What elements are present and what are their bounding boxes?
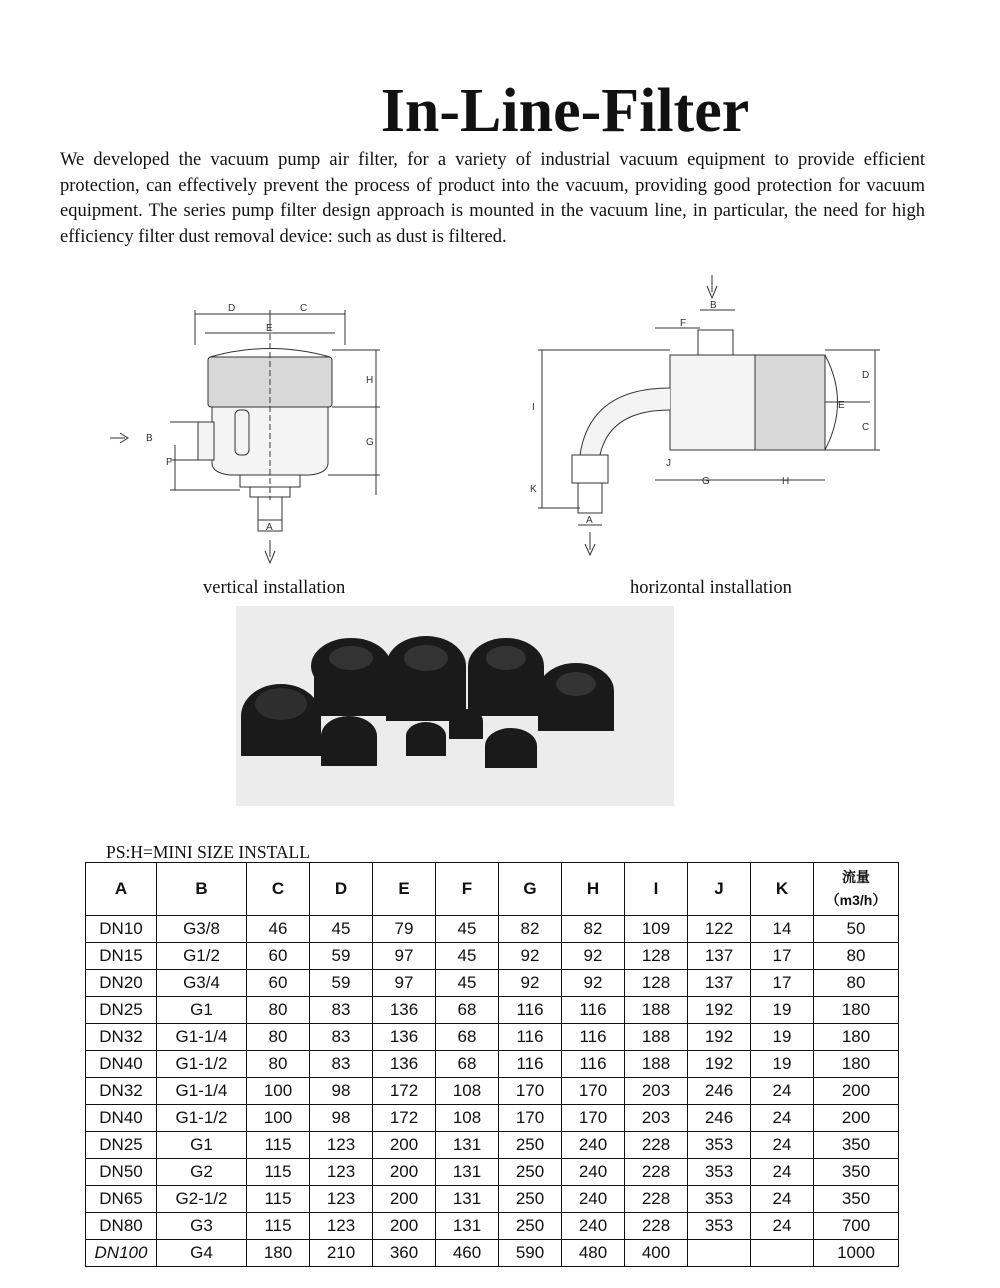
- dim-label-b: B: [146, 433, 153, 444]
- col-header-i: I: [625, 863, 688, 916]
- table-cell: 246: [688, 1105, 751, 1132]
- table-cell: 60: [247, 970, 310, 997]
- table-row: [86, 1051, 899, 1078]
- table-cell: 123: [310, 1186, 373, 1213]
- table-cell: 700: [814, 1213, 899, 1240]
- table-cell: 83: [310, 1051, 373, 1078]
- table-cell: G1-1/2: [157, 1105, 247, 1132]
- table-header-row: [86, 863, 899, 916]
- h-dim-label-j: J: [666, 458, 671, 469]
- table-cell: 108: [436, 1105, 499, 1132]
- table-cell: 203: [625, 1105, 688, 1132]
- table-cell: 68: [436, 1051, 499, 1078]
- table-cell: 68: [436, 997, 499, 1024]
- table-cell: 59: [310, 970, 373, 997]
- table-cell: DN100: [86, 1240, 157, 1267]
- table-cell: 250: [499, 1213, 562, 1240]
- table-cell: 19: [751, 1024, 814, 1051]
- table-cell: 200: [814, 1078, 899, 1105]
- col-header-g: G: [499, 863, 562, 916]
- table-cell: 68: [436, 1024, 499, 1051]
- table-cell: G1-1/2: [157, 1051, 247, 1078]
- table-cell: 250: [499, 1186, 562, 1213]
- table-cell: 92: [562, 943, 625, 970]
- table-cell: DN25: [86, 1132, 157, 1159]
- table-cell: 116: [499, 1024, 562, 1051]
- h-dim-label-d: D: [862, 370, 870, 381]
- table-cell: 353: [688, 1186, 751, 1213]
- table-cell: 24: [751, 1159, 814, 1186]
- table-row: [86, 997, 899, 1024]
- table-cell: 116: [562, 1051, 625, 1078]
- table-cell: G1/2: [157, 943, 247, 970]
- col-header-c: C: [247, 863, 310, 916]
- table-cell: G1-1/4: [157, 1078, 247, 1105]
- spec-table: [85, 862, 899, 1267]
- table-cell: 17: [751, 970, 814, 997]
- table-cell: 180: [247, 1240, 310, 1267]
- table-cell: 123: [310, 1213, 373, 1240]
- col-header-h: H: [562, 863, 625, 916]
- dim-label-g: G: [366, 437, 374, 448]
- h-dim-label-f: F: [680, 318, 687, 329]
- table-cell: 353: [688, 1213, 751, 1240]
- table-cell: 350: [814, 1132, 899, 1159]
- table-cell: 98: [310, 1078, 373, 1105]
- table-cell: 45: [436, 970, 499, 997]
- table-row: [86, 1186, 899, 1213]
- horizontal-caption: horizontal installation: [630, 578, 792, 598]
- h-dim-label-h: H: [782, 476, 790, 487]
- col-header-a: A: [86, 863, 157, 916]
- table-cell: 170: [499, 1105, 562, 1132]
- table-cell: G3/4: [157, 970, 247, 997]
- table-cell: G2: [157, 1159, 247, 1186]
- table-cell: 122: [688, 916, 751, 943]
- table-cell: 170: [499, 1078, 562, 1105]
- ps-note: PS:H=MINI SIZE INSTALL: [106, 842, 310, 862]
- vertical-installation-drawing: [100, 295, 400, 570]
- table-cell: DN80: [86, 1213, 157, 1240]
- dim-label-c: C: [300, 303, 308, 314]
- table-cell: DN40: [86, 1051, 157, 1078]
- table-row: [86, 1078, 899, 1105]
- h-dim-label-c: C: [862, 422, 870, 433]
- table-cell: G1: [157, 997, 247, 1024]
- table-cell: 80: [247, 1024, 310, 1051]
- table-cell: 250: [499, 1132, 562, 1159]
- table-cell: 350: [814, 1159, 899, 1186]
- table-cell: G4: [157, 1240, 247, 1267]
- table-cell: 97: [373, 943, 436, 970]
- table-cell: 200: [373, 1159, 436, 1186]
- table-cell: 98: [310, 1105, 373, 1132]
- table-row: [86, 1024, 899, 1051]
- table-cell: 24: [751, 1186, 814, 1213]
- table-cell: DN15: [86, 943, 157, 970]
- table-cell: DN25: [86, 997, 157, 1024]
- dim-label-h: H: [366, 375, 374, 386]
- col-header-flow: [814, 863, 899, 916]
- table-row: [86, 1213, 899, 1240]
- table-cell: 82: [562, 916, 625, 943]
- table-cell: 17: [751, 943, 814, 970]
- table-cell: 19: [751, 1051, 814, 1078]
- table-cell: 353: [688, 1159, 751, 1186]
- table-cell: DN65: [86, 1186, 157, 1213]
- table-cell: 136: [373, 1024, 436, 1051]
- table-cell: 80: [247, 997, 310, 1024]
- table-row: [86, 1159, 899, 1186]
- table-cell: 188: [625, 1051, 688, 1078]
- table-cell: 240: [562, 1132, 625, 1159]
- table-cell: 80: [814, 943, 899, 970]
- table-cell: G1: [157, 1132, 247, 1159]
- table-cell: 170: [562, 1105, 625, 1132]
- table-cell: 83: [310, 1024, 373, 1051]
- col-header-f: F: [436, 863, 499, 916]
- table-cell: 60: [247, 943, 310, 970]
- flow-header-label: 流量: [842, 869, 870, 885]
- table-cell: DN32: [86, 1024, 157, 1051]
- table-cell: 100: [247, 1105, 310, 1132]
- table-cell: [751, 1240, 814, 1267]
- table-cell: 92: [499, 943, 562, 970]
- table-cell: 100: [247, 1078, 310, 1105]
- table-cell: 210: [310, 1240, 373, 1267]
- dim-label-e: E: [266, 323, 273, 334]
- col-header-e: E: [373, 863, 436, 916]
- table-cell: 200: [373, 1213, 436, 1240]
- table-cell: 24: [751, 1132, 814, 1159]
- table-cell: 250: [499, 1159, 562, 1186]
- table-cell: 24: [751, 1078, 814, 1105]
- table-cell: 24: [751, 1213, 814, 1240]
- table-cell: 246: [688, 1078, 751, 1105]
- col-header-b: B: [157, 863, 247, 916]
- col-header-d: D: [310, 863, 373, 916]
- table-cell: 480: [562, 1240, 625, 1267]
- table-cell: 203: [625, 1078, 688, 1105]
- table-cell: 172: [373, 1105, 436, 1132]
- h-dim-label-e: E: [838, 400, 845, 411]
- intro-paragraph: We developed the vacuum pump air filter, for a variety of industrial vacuum equipment to provide efficient protection, can effectively prevent the process of product into the vacuum, providing good protection for vacuum equipment. The series pump filter design approach is mounted in the vacuum line, in particular, the need for high efficiency filter dust removal device: such as dust is filtered.: [60, 150, 925, 247]
- h-dim-label-a: A: [586, 515, 593, 526]
- table-cell: 228: [625, 1213, 688, 1240]
- table-cell: 180: [814, 1024, 899, 1051]
- table-cell: G3/8: [157, 916, 247, 943]
- table-cell: 92: [499, 970, 562, 997]
- table-cell: DN20: [86, 970, 157, 997]
- table-cell: 115: [247, 1132, 310, 1159]
- page-title: In-Line-Filter: [380, 77, 750, 145]
- table-cell: 1000: [814, 1240, 899, 1267]
- table-cell: 200: [373, 1132, 436, 1159]
- table-cell: G2-1/2: [157, 1186, 247, 1213]
- table-cell: 192: [688, 997, 751, 1024]
- table-cell: 116: [562, 1024, 625, 1051]
- table-cell: 45: [310, 916, 373, 943]
- table-cell: G3: [157, 1213, 247, 1240]
- table-cell: 123: [310, 1132, 373, 1159]
- table-cell: 188: [625, 1024, 688, 1051]
- table-cell: 108: [436, 1078, 499, 1105]
- table-cell: 131: [436, 1159, 499, 1186]
- table-cell: 115: [247, 1186, 310, 1213]
- table-cell: 19: [751, 997, 814, 1024]
- table-cell: 123: [310, 1159, 373, 1186]
- table-cell: G1-1/4: [157, 1024, 247, 1051]
- flow-header-unit: （m3/h）: [825, 892, 887, 908]
- table-cell: 92: [562, 970, 625, 997]
- table-cell: 180: [814, 997, 899, 1024]
- table-cell: 228: [625, 1186, 688, 1213]
- table-cell: 83: [310, 997, 373, 1024]
- table-cell: 59: [310, 943, 373, 970]
- table-cell: 116: [499, 997, 562, 1024]
- table-cell: 240: [562, 1186, 625, 1213]
- table-cell: 45: [436, 916, 499, 943]
- table-cell: 137: [688, 970, 751, 997]
- table-row: [86, 1132, 899, 1159]
- table-row: [86, 1105, 899, 1132]
- table-cell: 131: [436, 1186, 499, 1213]
- table-row: [86, 1240, 899, 1267]
- col-header-k: K: [751, 863, 814, 916]
- table-cell: DN50: [86, 1159, 157, 1186]
- col-header-j: J: [688, 863, 751, 916]
- vertical-caption: vertical installation: [203, 578, 346, 598]
- dim-label-d: D: [228, 303, 236, 314]
- horizontal-installation-drawing: [520, 270, 890, 560]
- table-cell: 200: [373, 1186, 436, 1213]
- table-cell: 240: [562, 1213, 625, 1240]
- table-cell: 45: [436, 943, 499, 970]
- table-cell: 80: [247, 1051, 310, 1078]
- table-cell: 116: [562, 997, 625, 1024]
- table-cell: 80: [814, 970, 899, 997]
- table-cell: 170: [562, 1078, 625, 1105]
- table-cell: DN40: [86, 1105, 157, 1132]
- table-cell: 350: [814, 1186, 899, 1213]
- product-photo: [236, 606, 674, 806]
- table-cell: 115: [247, 1213, 310, 1240]
- h-dim-label-b: B: [710, 300, 717, 311]
- table-cell: 400: [625, 1240, 688, 1267]
- table-row: [86, 970, 899, 997]
- table-cell: 50: [814, 916, 899, 943]
- table-cell: [688, 1240, 751, 1267]
- table-row: [86, 943, 899, 970]
- table-cell: 136: [373, 997, 436, 1024]
- h-dim-label-i: I: [532, 402, 535, 413]
- table-cell: 115: [247, 1159, 310, 1186]
- table-cell: 116: [499, 1051, 562, 1078]
- table-cell: DN32: [86, 1078, 157, 1105]
- table-cell: 136: [373, 1051, 436, 1078]
- h-dim-label-k: K: [530, 484, 537, 495]
- table-cell: 228: [625, 1132, 688, 1159]
- table-cell: 353: [688, 1132, 751, 1159]
- table-cell: 24: [751, 1105, 814, 1132]
- dim-label-f: F: [166, 457, 173, 468]
- table-cell: 192: [688, 1024, 751, 1051]
- table-cell: 192: [688, 1051, 751, 1078]
- table-cell: 14: [751, 916, 814, 943]
- table-cell: 240: [562, 1159, 625, 1186]
- table-cell: 82: [499, 916, 562, 943]
- table-cell: 128: [625, 943, 688, 970]
- table-cell: 360: [373, 1240, 436, 1267]
- table-cell: 79: [373, 916, 436, 943]
- table-cell: 228: [625, 1159, 688, 1186]
- table-cell: 128: [625, 970, 688, 997]
- table-cell: 137: [688, 943, 751, 970]
- h-dim-label-g: G: [702, 476, 710, 487]
- table-cell: 172: [373, 1078, 436, 1105]
- table-cell: 131: [436, 1213, 499, 1240]
- table-cell: 590: [499, 1240, 562, 1267]
- table-row: [86, 916, 899, 943]
- table-cell: 97: [373, 970, 436, 997]
- table-cell: 46: [247, 916, 310, 943]
- table-cell: DN10: [86, 916, 157, 943]
- table-cell: 188: [625, 997, 688, 1024]
- dim-label-a: A: [266, 522, 273, 533]
- table-cell: 200: [814, 1105, 899, 1132]
- table-cell: 131: [436, 1132, 499, 1159]
- table-cell: 109: [625, 916, 688, 943]
- table-cell: 180: [814, 1051, 899, 1078]
- table-cell: 460: [436, 1240, 499, 1267]
